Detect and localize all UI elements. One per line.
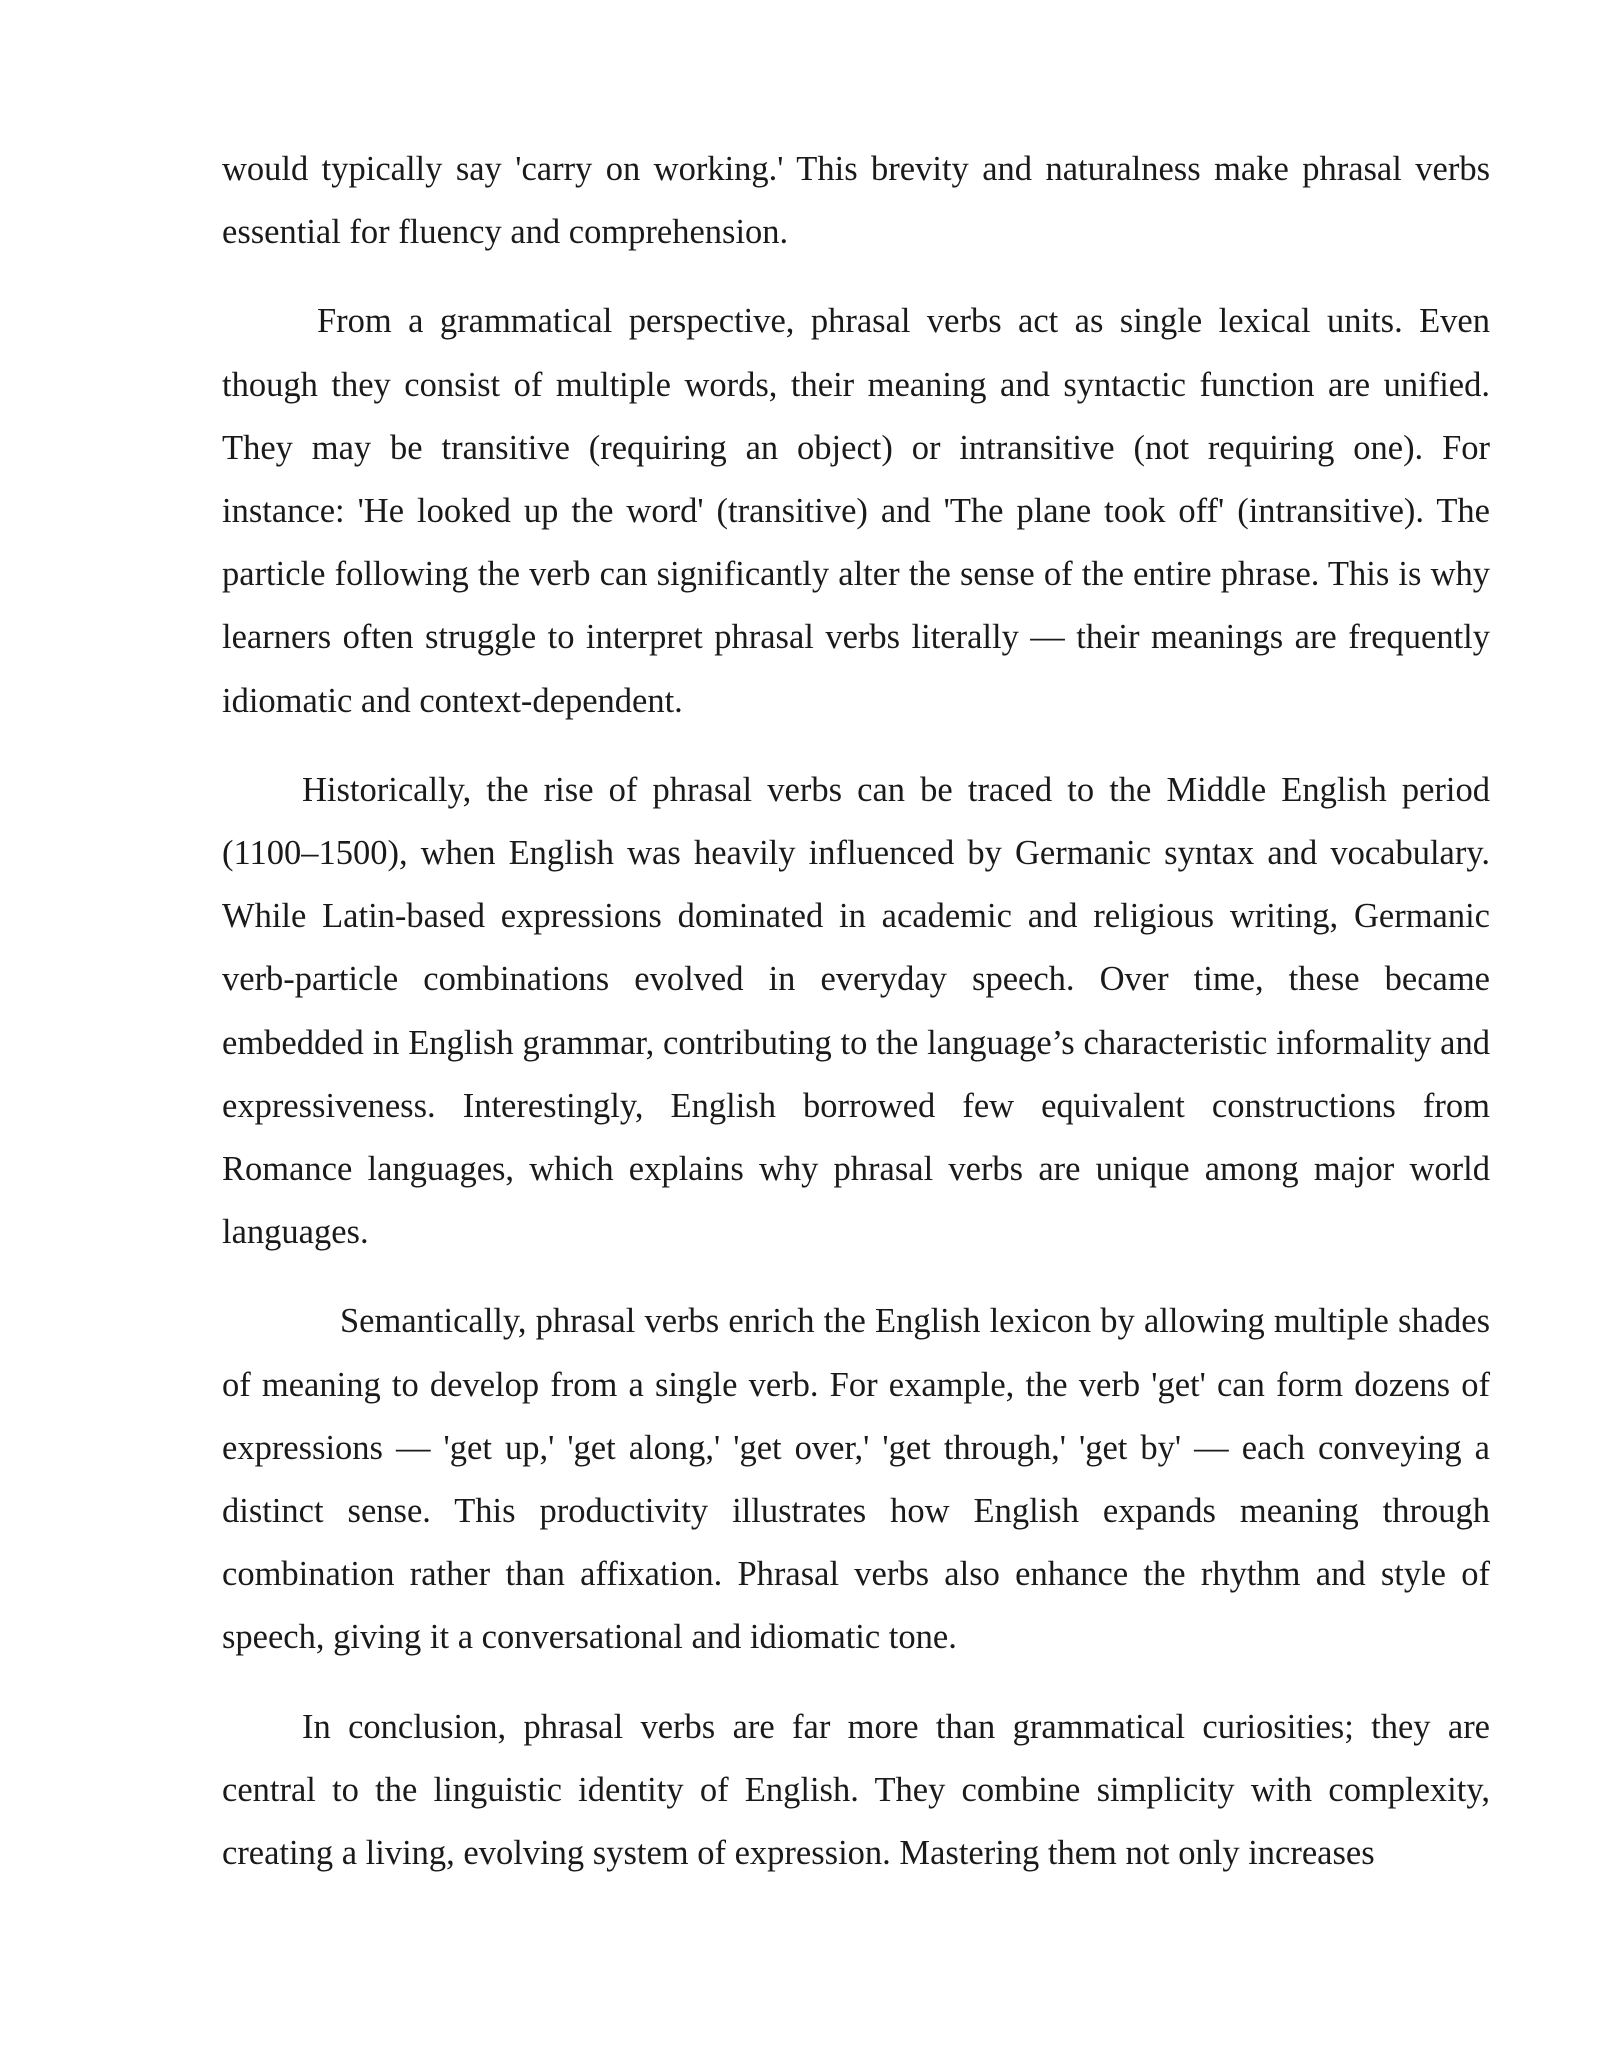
body-text <box>222 138 1490 1885</box>
paragraph-semantic: Semantically, phrasal verbs enrich the English lexicon by allowing multiple shades of meaning to develop from a single verb. For example, the verb 'get' can form dozens of expressions — 'get up,' 'get along,' 'get over,' 'get through,' 'get by' — each conveying a distinct sense. This productivity illustrates how English expands meaning through combination rather than affixation. Phrasal verbs also enhance the rhythm and style of speech, giving it a conversational and idiomatic tone. <box>222 1302 1490 1657</box>
paragraph-historical: Historically, the rise of phrasal verbs can be traced to the Middle English period (1100–1500), when English was heavily influenced by Germanic syntax and vocabulary. While Latin-based expressions dominated in academic and religious writing, Germanic verb-particle combinations evolved in everyday speech. Over time, these became embedded in English grammar, contributing to the language’s characteristic informality and expressiveness. Interestingly, English borrowed few equivalent constructions from Romance languages, which explains why phrasal verbs are unique among major world languages. <box>222 770 1490 1252</box>
paragraph-grammatical-perspective: From a grammatical perspective, phrasal verbs act as single lexical units. Even though they consist of multiple words, their meaning and syntactic function are unified. They may be transitive (requiring an object) or intransitive (not requiring one). For instance: 'He looked up the word' (transitive) and 'The plane took off' (intransitive). The particle following the verb can significantly alter the sense of the entire phrase. This is why learners often struggle to interpret phrasal verbs literally — their meanings are frequently idiomatic and context-dependent. <box>222 302 1490 720</box>
paragraph-continuation: would typically say 'carry on working.' This brevity and naturalness make phrasal verbs essential for fluency and comprehension. <box>222 150 1490 252</box>
paragraph-conclusion: In conclusion, phrasal verbs are far more than grammatical curiosities; they are central to the linguistic identity of English. They combine simplicity with complexity, creating a living, evolving system of expression. Mastering them not only increases <box>222 1707 1490 1873</box>
